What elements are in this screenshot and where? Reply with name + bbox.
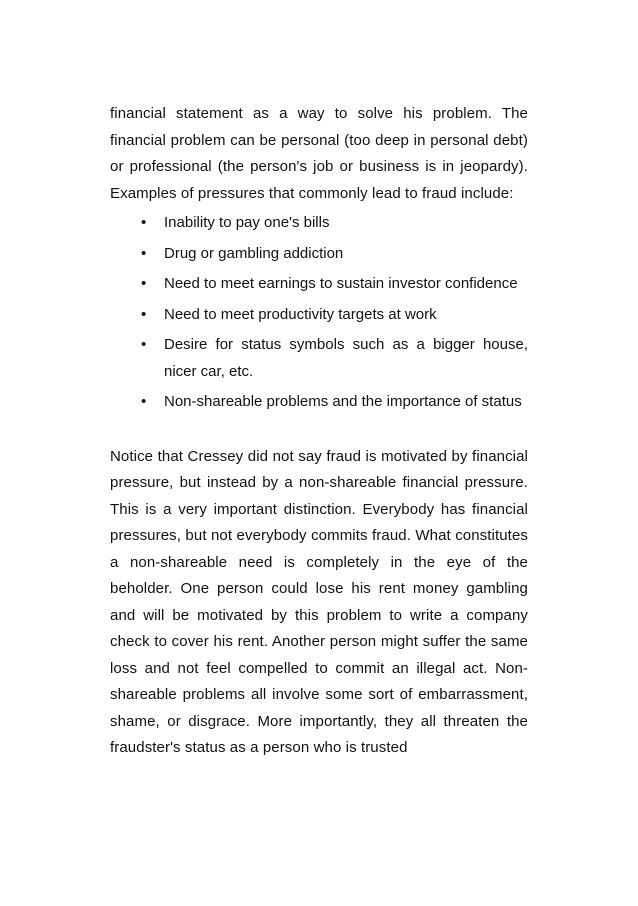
bullet-icon: • (141, 336, 147, 353)
list-item-text: Non-shareable problems and the importance of status (164, 393, 522, 410)
intro-paragraph: financial statement as a way to solve his problem. The financial problem can be personal (too deep in personal debt) or professional (the person's job or business is in jeopardy). Examples of pressures that commonly lead to fraud include: (110, 105, 528, 202)
list-item (110, 271, 528, 298)
list-item-text: Inability to pay one's bills (164, 214, 330, 231)
bullet-icon: • (141, 305, 147, 323)
pressure-list (110, 210, 528, 416)
page-content (110, 101, 528, 762)
list-item (110, 241, 528, 268)
list-item-text: Desire for status symbols such as a bigger house, nicer car, etc. (164, 336, 528, 380)
list-item-text: Drug or gambling addiction (164, 244, 344, 262)
list-item (110, 389, 528, 416)
bullet-icon: • (141, 393, 147, 410)
list-item (110, 302, 528, 329)
list-item (110, 332, 528, 385)
list-item-text: Need to meet productivity targets at work (164, 305, 437, 323)
list-item-text: Need to meet earnings to sustain investor confidence (164, 275, 518, 292)
bullet-icon: • (141, 214, 147, 231)
body-paragraph: Notice that Cressey did not say fraud is motivated by financial pressure, but instead by a non-shareable financial pressure. This is a very important distinction. Everybody has financial pressures, but not everybody commits fraud. What constitutes a non-shareable need is completely in the eye of the beholder. One person could lose his rent money gambling and will be motivated by this problem to write a company check to cover his rent. Another person might suffer the same loss and not feel compelled to commit an illegal act. Non-shareable problems all involve some sort of embarrassment, shame, or disgrace. More importantly, they all threaten the fraudster's status as a person who is trusted (110, 447, 528, 756)
bullet-icon: • (141, 275, 147, 292)
bullet-icon: • (141, 244, 147, 262)
list-item (110, 210, 528, 237)
